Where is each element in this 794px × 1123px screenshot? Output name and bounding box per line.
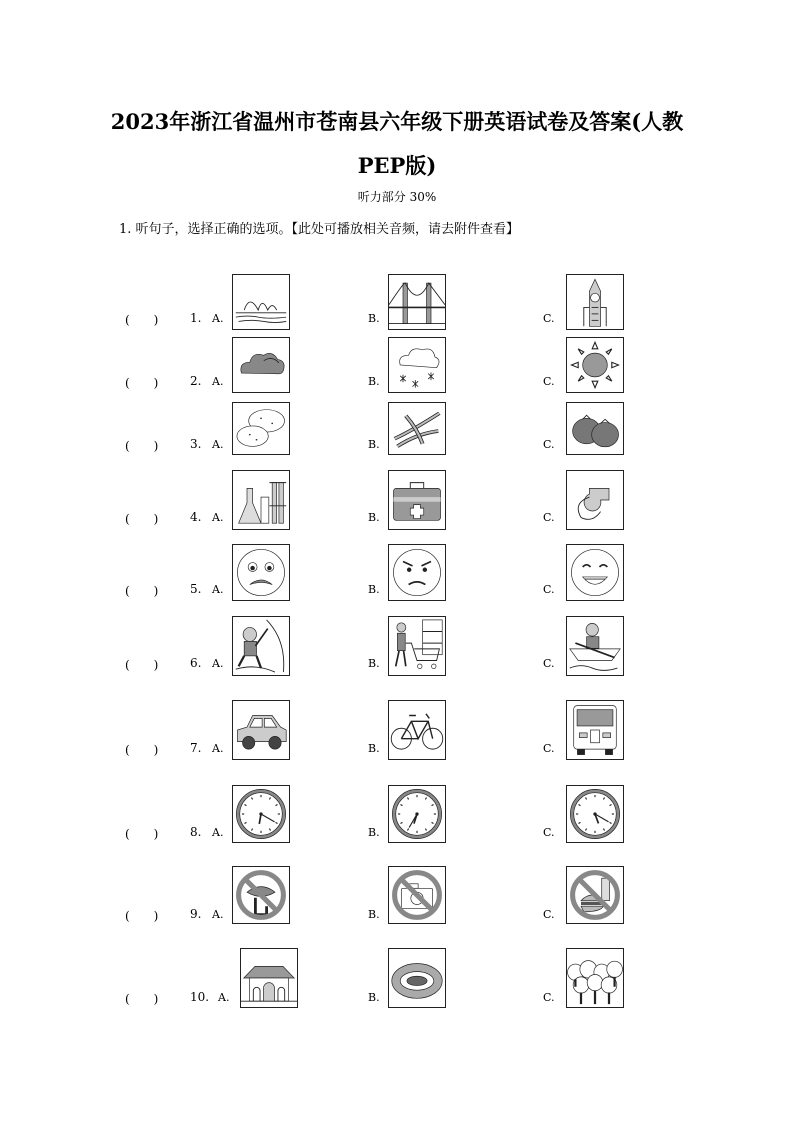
answer-blank[interactable]: ( ) <box>125 376 159 390</box>
question-number: 6. <box>190 656 202 670</box>
option-label: C. <box>543 511 555 524</box>
car-icon[interactable] <box>232 700 290 760</box>
answer-blank[interactable]: ( ) <box>125 313 159 327</box>
answer-blank[interactable]: ( ) <box>125 743 159 757</box>
palace-gate-icon[interactable] <box>240 948 298 1008</box>
worried-face-icon[interactable] <box>232 544 290 601</box>
option-label: B. <box>368 375 380 388</box>
option-label: C. <box>543 375 555 388</box>
green-beans-icon[interactable] <box>388 402 446 455</box>
lab-equipment-icon[interactable] <box>232 470 290 530</box>
option-label: C. <box>543 826 555 839</box>
question-number: 5. <box>190 582 202 596</box>
answer-blank[interactable]: ( ) <box>125 584 159 598</box>
option-label: B. <box>368 826 380 839</box>
question-number: 2. <box>190 374 202 388</box>
answer-blank[interactable]: ( ) <box>125 512 159 526</box>
no-talking-icon[interactable] <box>232 866 290 924</box>
bus-icon[interactable] <box>566 700 624 760</box>
option-label: A. <box>212 375 224 388</box>
option-label: A. <box>212 438 224 451</box>
tomato-icon[interactable] <box>566 402 624 455</box>
option-label: B. <box>368 312 380 325</box>
question-number: 3. <box>190 437 202 451</box>
answer-blank[interactable]: ( ) <box>125 992 159 1006</box>
question-number: 1. <box>190 311 202 325</box>
question-number: 9. <box>190 907 202 921</box>
option-label: A. <box>212 583 224 596</box>
happy-face-icon[interactable] <box>566 544 624 601</box>
bridge-icon[interactable] <box>388 274 446 330</box>
big-ben-icon[interactable] <box>566 274 624 330</box>
option-label: C. <box>543 908 555 921</box>
option-label: A. <box>212 312 224 325</box>
option-label: C. <box>543 991 555 1004</box>
clock-icon[interactable] <box>232 785 290 843</box>
option-label: B. <box>368 583 380 596</box>
sun-icon[interactable] <box>566 337 624 393</box>
bicycle-icon[interactable] <box>388 700 446 760</box>
question-number: 10. <box>190 990 210 1004</box>
rowing-boat-icon[interactable] <box>566 616 624 676</box>
opera-house-icon[interactable] <box>232 274 290 330</box>
question-number: 7. <box>190 741 202 755</box>
question-instruction: 1. 听句子，选择正确的选项。【此处可播放相关音频，请去附件查看】 <box>119 222 520 237</box>
section-heading: 听力部分 30% <box>357 190 437 204</box>
clock-icon[interactable] <box>388 785 446 843</box>
no-food-icon[interactable] <box>566 866 624 924</box>
option-label: B. <box>368 742 380 755</box>
question-number: 4. <box>190 510 202 524</box>
option-label: B. <box>368 511 380 524</box>
option-label: C. <box>543 583 555 596</box>
option-label: A. <box>212 511 224 524</box>
option-label: B. <box>368 908 380 921</box>
option-label: A. <box>212 657 224 670</box>
forest-icon[interactable] <box>566 948 624 1008</box>
option-label: C. <box>543 657 555 670</box>
answer-blank[interactable]: ( ) <box>125 909 159 923</box>
option-label: C. <box>543 742 555 755</box>
answer-blank[interactable]: ( ) <box>125 439 159 453</box>
cloudy-icon[interactable] <box>232 337 290 393</box>
option-label: A. <box>212 826 224 839</box>
option-label: C. <box>543 438 555 451</box>
whistle-icon[interactable] <box>566 470 624 530</box>
shopping-icon[interactable] <box>388 616 446 676</box>
option-label: B. <box>368 991 380 1004</box>
question-number: 8. <box>190 825 202 839</box>
option-label: C. <box>543 312 555 325</box>
option-label: B. <box>368 657 380 670</box>
park-pond-icon[interactable] <box>388 948 446 1008</box>
potato-icon[interactable] <box>232 402 290 455</box>
page-title: 2023年浙江省温州市苍南县六年级下册英语试卷及答案(人教PEP版) <box>110 109 684 178</box>
option-label: A. <box>218 991 230 1004</box>
clock-icon[interactable] <box>566 785 624 843</box>
fishing-icon[interactable] <box>232 616 290 676</box>
option-label: A. <box>212 908 224 921</box>
option-label: B. <box>368 438 380 451</box>
snow-icon[interactable] <box>388 337 446 393</box>
option-label: A. <box>212 742 224 755</box>
answer-blank[interactable]: ( ) <box>125 827 159 841</box>
angry-face-icon[interactable] <box>388 544 446 601</box>
first-aid-kit-icon[interactable] <box>388 470 446 530</box>
no-camera-icon[interactable] <box>388 866 446 924</box>
answer-blank[interactable]: ( ) <box>125 658 159 672</box>
